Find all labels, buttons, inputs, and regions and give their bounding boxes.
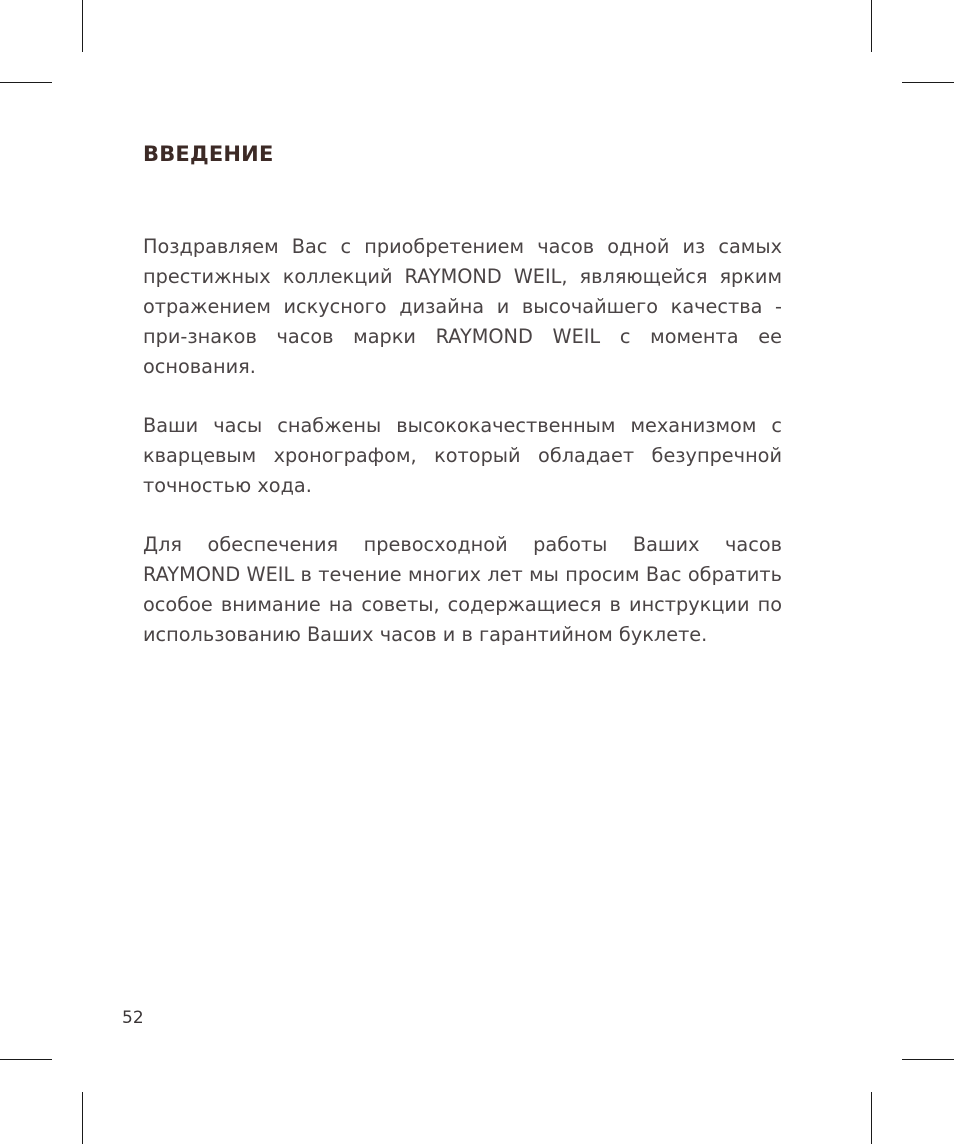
crop-mark-bottom-right-horizontal	[902, 1059, 954, 1060]
intro-paragraph-3: Для обеспечения превосходной работы Ваших часов RAYMOND WEIL в течение многих лет мы просим Вас обратить особое внимание на советы, содержащиеся в инструкции по использованию Ваших часов и в гарантийном буклете.	[143, 533, 782, 646]
intro-paragraph-1: Поздравляем Вас с приобретением часов одной из самых престижных коллекций RAYMOND WEIL, являющейся ярким отражением искусного дизайна и высочайшего качества - при-знаков часов марки RAYMOND WEIL с момента ее основания.	[143, 235, 782, 378]
main-content	[143, 140, 782, 650]
section-heading: ВВЕДЕНИЕ	[143, 142, 274, 166]
crop-mark-top-right-vertical	[871, 0, 872, 52]
crop-mark-bottom-right-vertical	[871, 1092, 872, 1144]
crop-mark-bottom-left-horizontal	[0, 1059, 52, 1060]
page-number: 52	[122, 1008, 144, 1028]
crop-mark-top-left-vertical	[82, 0, 83, 52]
crop-mark-top-left-horizontal	[0, 82, 52, 83]
intro-paragraph-2: Ваши часы снабжены высококачественным механизмом с кварцевым хронографом, который обладает безупречной точностью хода.	[143, 414, 782, 497]
crop-mark-bottom-left-vertical	[82, 1092, 83, 1144]
crop-mark-top-right-horizontal	[902, 82, 954, 83]
